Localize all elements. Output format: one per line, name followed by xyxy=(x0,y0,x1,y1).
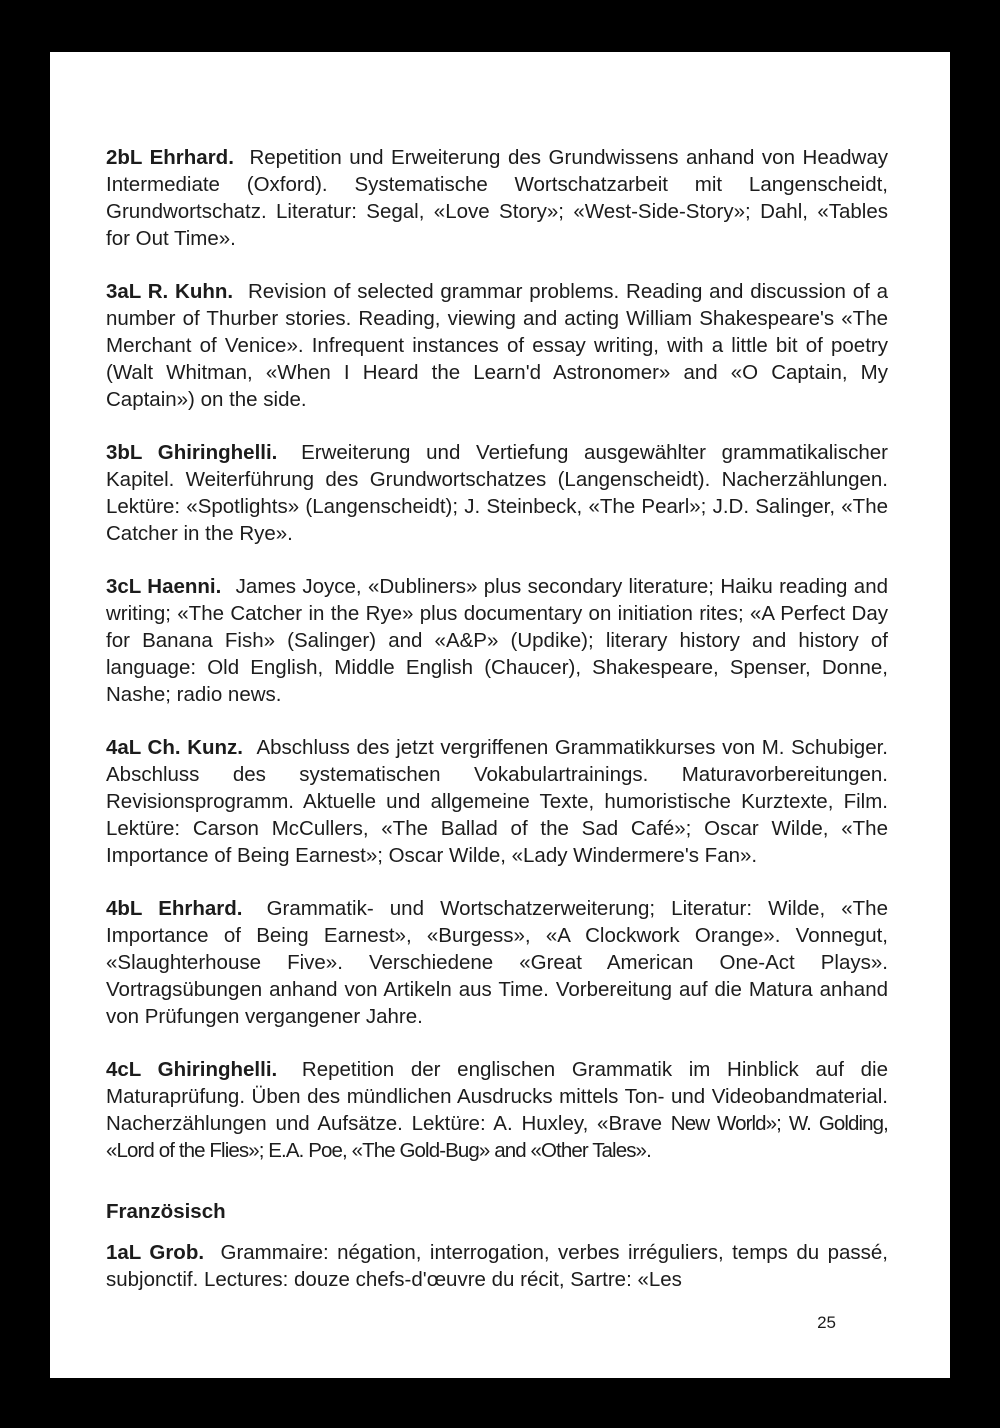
course-description: Grammatik- und Wortschatzerweiterung; Literatur: Wilde, «The Importance of Being Earnest», «Burgess», «A Clockwork Orange». Vonnegut, «Slaughterhouse Five». Verschiedene «Great American One-Act Plays». Vortragsübungen anhand von Artikeln aus Time. Vorbereitung auf die Matura anhand von Prüfungen vergangener Jahre. xyxy=(106,897,888,1028)
course-entry-3cl xyxy=(106,573,888,708)
course-description: Repetition und Erweiterung des Grundwissens anhand von Headway Intermediate (Oxford). Systematische Wortschatzarbeit mit Langenscheidt, Grundwortschatz. Literatur: Segal, «Love Story»; «West-Side-Story»; Dahl, «Tables for Out Time». xyxy=(106,146,888,250)
course-heading: 1aL Grob. xyxy=(106,1241,205,1264)
course-description: James Joyce, «Dubliners» plus secondary literature; Haiku reading and writing; «The Catcher in the Rye» plus documentary on initiation rites; «A Perfect Day for Banana Fish» (Salinger) and «A&P» (Updike); literary history and history of language: Old English, Middle English (Chaucer), Shakespeare, Spenser, Donne, Nashe; radio news. xyxy=(106,575,888,706)
course-heading: 4bL Ehrhard. xyxy=(106,897,243,920)
course-description: Revision of selected grammar problems. Reading and discussion of a number of Thurber stories. Reading, viewing and acting William Shakespeare's «The Merchant of Venice». Infrequent instances of essay writing, with a little bit of poetry (Walt Whitman, «When I Heard the Learn'd Astronomer» and «O Captain, My Captain») on the side. xyxy=(106,280,888,411)
page-content xyxy=(106,144,888,1319)
course-description: Repetition der englischen Grammatik im Hinblick auf die Maturaprüfung. Üben des mündlichen Ausdrucks mittels Ton- und Videobandmaterial. Nacherzählungen und Aufsätze. Lektüre: A. Huxley, «Brave xyxy=(106,1058,888,1135)
course-entry-4cl xyxy=(106,1056,888,1164)
course-heading: 4aL Ch. Kunz. xyxy=(106,736,243,759)
course-entry-3bl xyxy=(106,439,888,547)
course-entry-1al xyxy=(106,1239,888,1293)
section-heading-franzoesisch: Französisch xyxy=(106,1200,226,1223)
course-description: Grammaire: négation, interrogation, verbes irréguliers, temps du passé, subjonctif. Lectures: douze chefs-d'œuvre du récit, Sartre: «Les xyxy=(106,1241,888,1291)
course-entry-2bl xyxy=(106,144,888,252)
course-heading: 3bL Ghiringhelli. xyxy=(106,441,278,464)
course-heading: 4cL Ghiringhelli. xyxy=(106,1058,278,1081)
page-number: 25 xyxy=(817,1313,836,1332)
course-entry-4bl xyxy=(106,895,888,1030)
course-description: Erweiterung und Vertiefung ausgewählter grammatikalischer Kapitel. Weiterführung des Grundwortschatzes (Langenscheidt). Nacherzählungen. Lektüre: «Spotlights» (Langenscheidt); J. Steinbeck, «The Pearl»; J.D. Salinger, «The Catcher in the Rye». xyxy=(106,441,888,545)
course-heading: 2bL Ehrhard. xyxy=(106,146,234,169)
course-description-tail: New World»; W. Golding, «Lord of the Flies»; E.A. Poe, «The Gold-Bug» and «Other Tales». xyxy=(106,1112,888,1162)
course-description: Abschluss des jetzt vergriffenen Grammatikkurses von M. Schubiger. Abschluss des systematischen Vokabulartrainings. Maturavorbereitungen. Revisionsprogramm. Aktuelle und allgemeine Texte, humoristische Kurztexte, Film. Lektüre: Carson McCullers, «The Ballad of the Sad Café»; Oscar Wilde, «The Importance of Being Earnest»; Oscar Wilde, «Lady Windermere's Fan». xyxy=(106,736,888,867)
document-page xyxy=(50,52,950,1378)
course-entry-3al xyxy=(106,278,888,413)
course-heading: 3aL R. Kuhn. xyxy=(106,280,234,303)
course-entry-4al xyxy=(106,734,888,869)
course-heading: 3cL Haenni. xyxy=(106,575,222,598)
